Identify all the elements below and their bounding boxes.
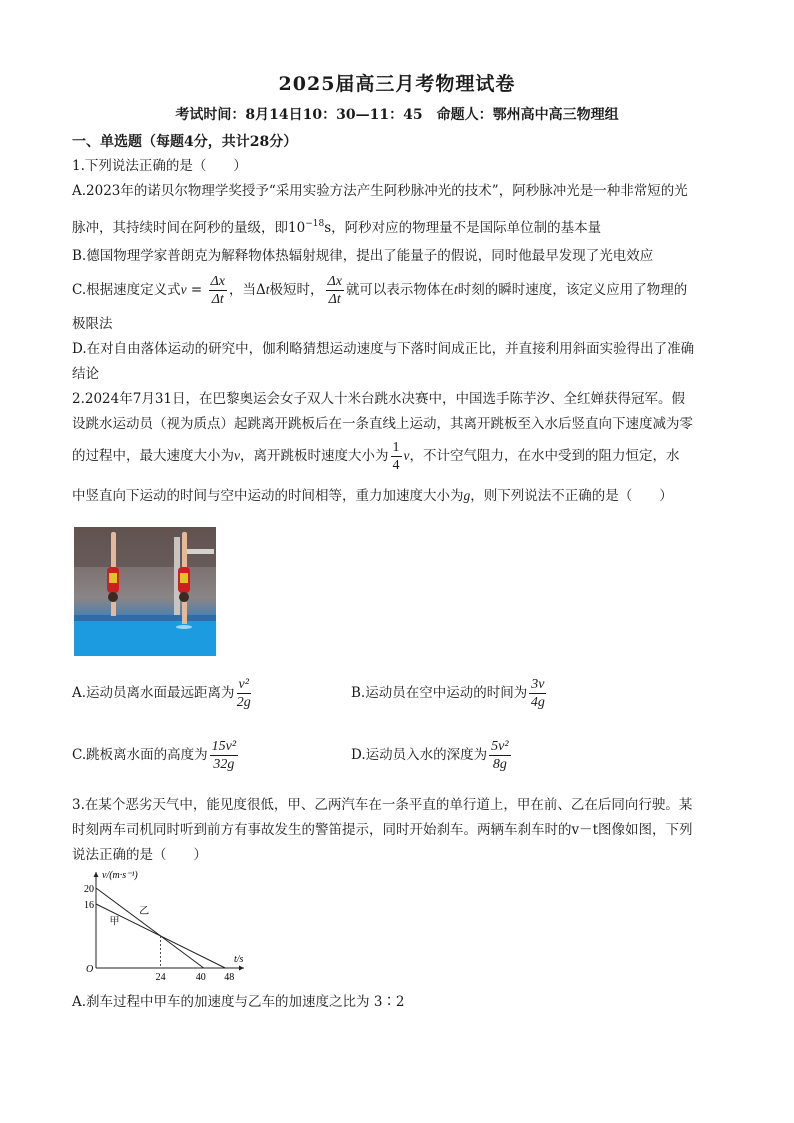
frac-den: 4g (530, 695, 545, 710)
q2-l3-v: v (234, 448, 240, 463)
q1-option-c-line1 (72, 272, 687, 308)
q2-l3-fraction (391, 439, 402, 474)
q1-c-pre: C.根据速度定义式 (72, 282, 181, 298)
q2-option-a-fraction (237, 676, 251, 711)
frac-den: Δt (328, 292, 341, 307)
frac-den: Δt (211, 292, 224, 307)
q2-option-a (72, 676, 253, 711)
q2-l4-post: ，则下列说法不正确的是（ ） (470, 488, 673, 504)
q1-stem: 1.下列说法正确的是（ ） (72, 158, 247, 174)
q1-a2-pre: 脉冲，其持续时间在阿秒的量级，即10 (72, 220, 306, 236)
x-axis-label: t/s (234, 954, 244, 965)
q1-c-mid3: 就可以表示物体在 (345, 282, 454, 298)
x-tick-label-24: 24 (155, 972, 166, 983)
frac-den: 8g (492, 757, 507, 772)
y-axis-arrow (94, 872, 99, 877)
q2-line2: 设跳水运动员（视为质点）起跳离开跳板后在一条直线上运动，其离开跳板至入水后竖直向下速度减为零 (72, 416, 693, 432)
q2-option-d (351, 738, 513, 773)
q2-l3-v2: v (403, 448, 410, 463)
q2-l3-post: ，不计空气阻力，在水中受到的阻力恒定，水 (409, 448, 680, 464)
origin-label: O (86, 964, 94, 975)
q2-line4 (72, 486, 673, 506)
frac-den: 32g (213, 757, 235, 772)
q1-c-t1: t (265, 282, 270, 297)
q2-option-b-text: B.运动员在空中运动的时间为 (351, 685, 528, 701)
q1-a2-exponent: −18 (305, 219, 325, 229)
frac-num: 5v² (491, 739, 509, 754)
section-heading: 一、单选题（每题4分，共计28分） (72, 134, 298, 150)
frac-den: 2g (236, 695, 251, 710)
q2-option-c-text: C.跳板离水面的高度为 (72, 747, 208, 763)
y-axis-label: v/(m·s⁻¹) (102, 870, 138, 881)
q1-c-mid1: ，当Δ (228, 282, 266, 298)
series-line-1 (96, 888, 204, 968)
series-label-yi: 乙 (139, 906, 150, 917)
q2-l4-pre: 中竖直向下运动的时间与空中运动的时间相等，重力加速度大小为 (72, 488, 464, 504)
frac-den: 4 (392, 458, 400, 473)
frac-num: Δx (210, 274, 225, 289)
q1-c-t2: t (453, 282, 458, 297)
q2-option-a-text: A.运动员离水面最远距离为 (72, 685, 235, 701)
q1-c-fraction-1 (209, 273, 227, 308)
q3-line2: 时刻两车司机同时听到前方有事故发生的警笛提示，同时开始刹车。两辆车刹车时的v－t图像如图，下列 (72, 822, 693, 838)
q2-l3-pre: 的过程中，最大速度大小为 (72, 448, 234, 464)
series-label-jia: 甲 (109, 916, 120, 928)
page-title: 2025届高三月考物理试卷 (278, 73, 516, 95)
q2-line1: 2.2024年7月31日，在巴黎奥运会女子双人十米台跳水决赛中，中国选手陈芋汐、全红婵获得冠军。假 (72, 391, 686, 407)
frac-num: Δx (327, 274, 342, 289)
q2-option-c-fraction (210, 738, 238, 773)
q1-option-a-line2 (72, 214, 601, 238)
exam-info: 考试时间：8月14日10：30—11：45 命题人：鄂州高中高三物理组 (175, 107, 619, 123)
frac-num: 1 (392, 440, 400, 455)
frac-num: v² (238, 677, 249, 692)
q2-line3 (72, 437, 680, 475)
q3-option-a: A.刹车过程中甲车的加速度与乙车的加速度之比为 3∶2 (72, 994, 405, 1010)
q1-c-fraction-2 (326, 273, 344, 308)
q1-c-eq: = (186, 282, 207, 298)
q1-c-v: v (180, 282, 187, 297)
q1-option-b: B.德国物理学家普朗克为解释物体热辐射规律，提出了能量子的假说，同时他最早发现了光电效应 (72, 248, 654, 264)
q1-option-c-line2: 极限法 (72, 316, 113, 332)
q2-option-b (351, 676, 548, 711)
y-tick-label-20: 20 (84, 884, 94, 895)
diving-photo-illustration (74, 527, 216, 656)
vt-graph (78, 868, 248, 986)
q2-option-d-fraction (489, 738, 510, 773)
x-tick-label-40: 40 (195, 972, 206, 983)
vt-graph-svg (78, 868, 248, 986)
frac-num: 3v (531, 677, 545, 692)
x-axis-arrow (239, 966, 244, 971)
q1-option-d-line2: 结论 (72, 366, 99, 382)
q2-option-b-fraction (529, 676, 546, 711)
q2-l4-g: g (463, 488, 471, 503)
q2-option-c (72, 738, 240, 773)
frac-num: 15v² (211, 739, 237, 754)
x-tick-label-48: 48 (224, 972, 235, 983)
q1-c-mid4: 时刻的瞬时速度，该定义应用了物理的 (457, 282, 688, 298)
q1-c-mid2: 极短时， (269, 282, 324, 298)
q2-option-d-text: D.运动员入水的深度为 (351, 747, 488, 763)
diving-photo (74, 527, 216, 656)
q1-a2-post: s，阿秒对应的物理量不是国际单位制的基本量 (324, 220, 602, 236)
q3-line3: 说法正确的是（ ） (72, 847, 207, 863)
y-tick-label-16: 16 (84, 900, 94, 911)
q3-line1: 3.在某个恶劣天气中，能见度很低，甲、乙两汽车在一条平直的单行道上，甲在前、乙在后同向行驶。某 (72, 797, 693, 813)
q2-l3-mid: ，离开跳板时速度大小为 (240, 448, 389, 464)
q1-option-a-line1: A.2023年的诺贝尔物理学奖授予“采用实验方法产生阿秒脉冲光的技术”，阿秒脉冲光是一种非常短的光 (72, 183, 688, 199)
q1-option-d-line1: D.在对自由落体运动的研究中，伽利略猜想运动速度与下落时间成正比，并直接利用斜面实验得出了准确 (72, 341, 695, 357)
